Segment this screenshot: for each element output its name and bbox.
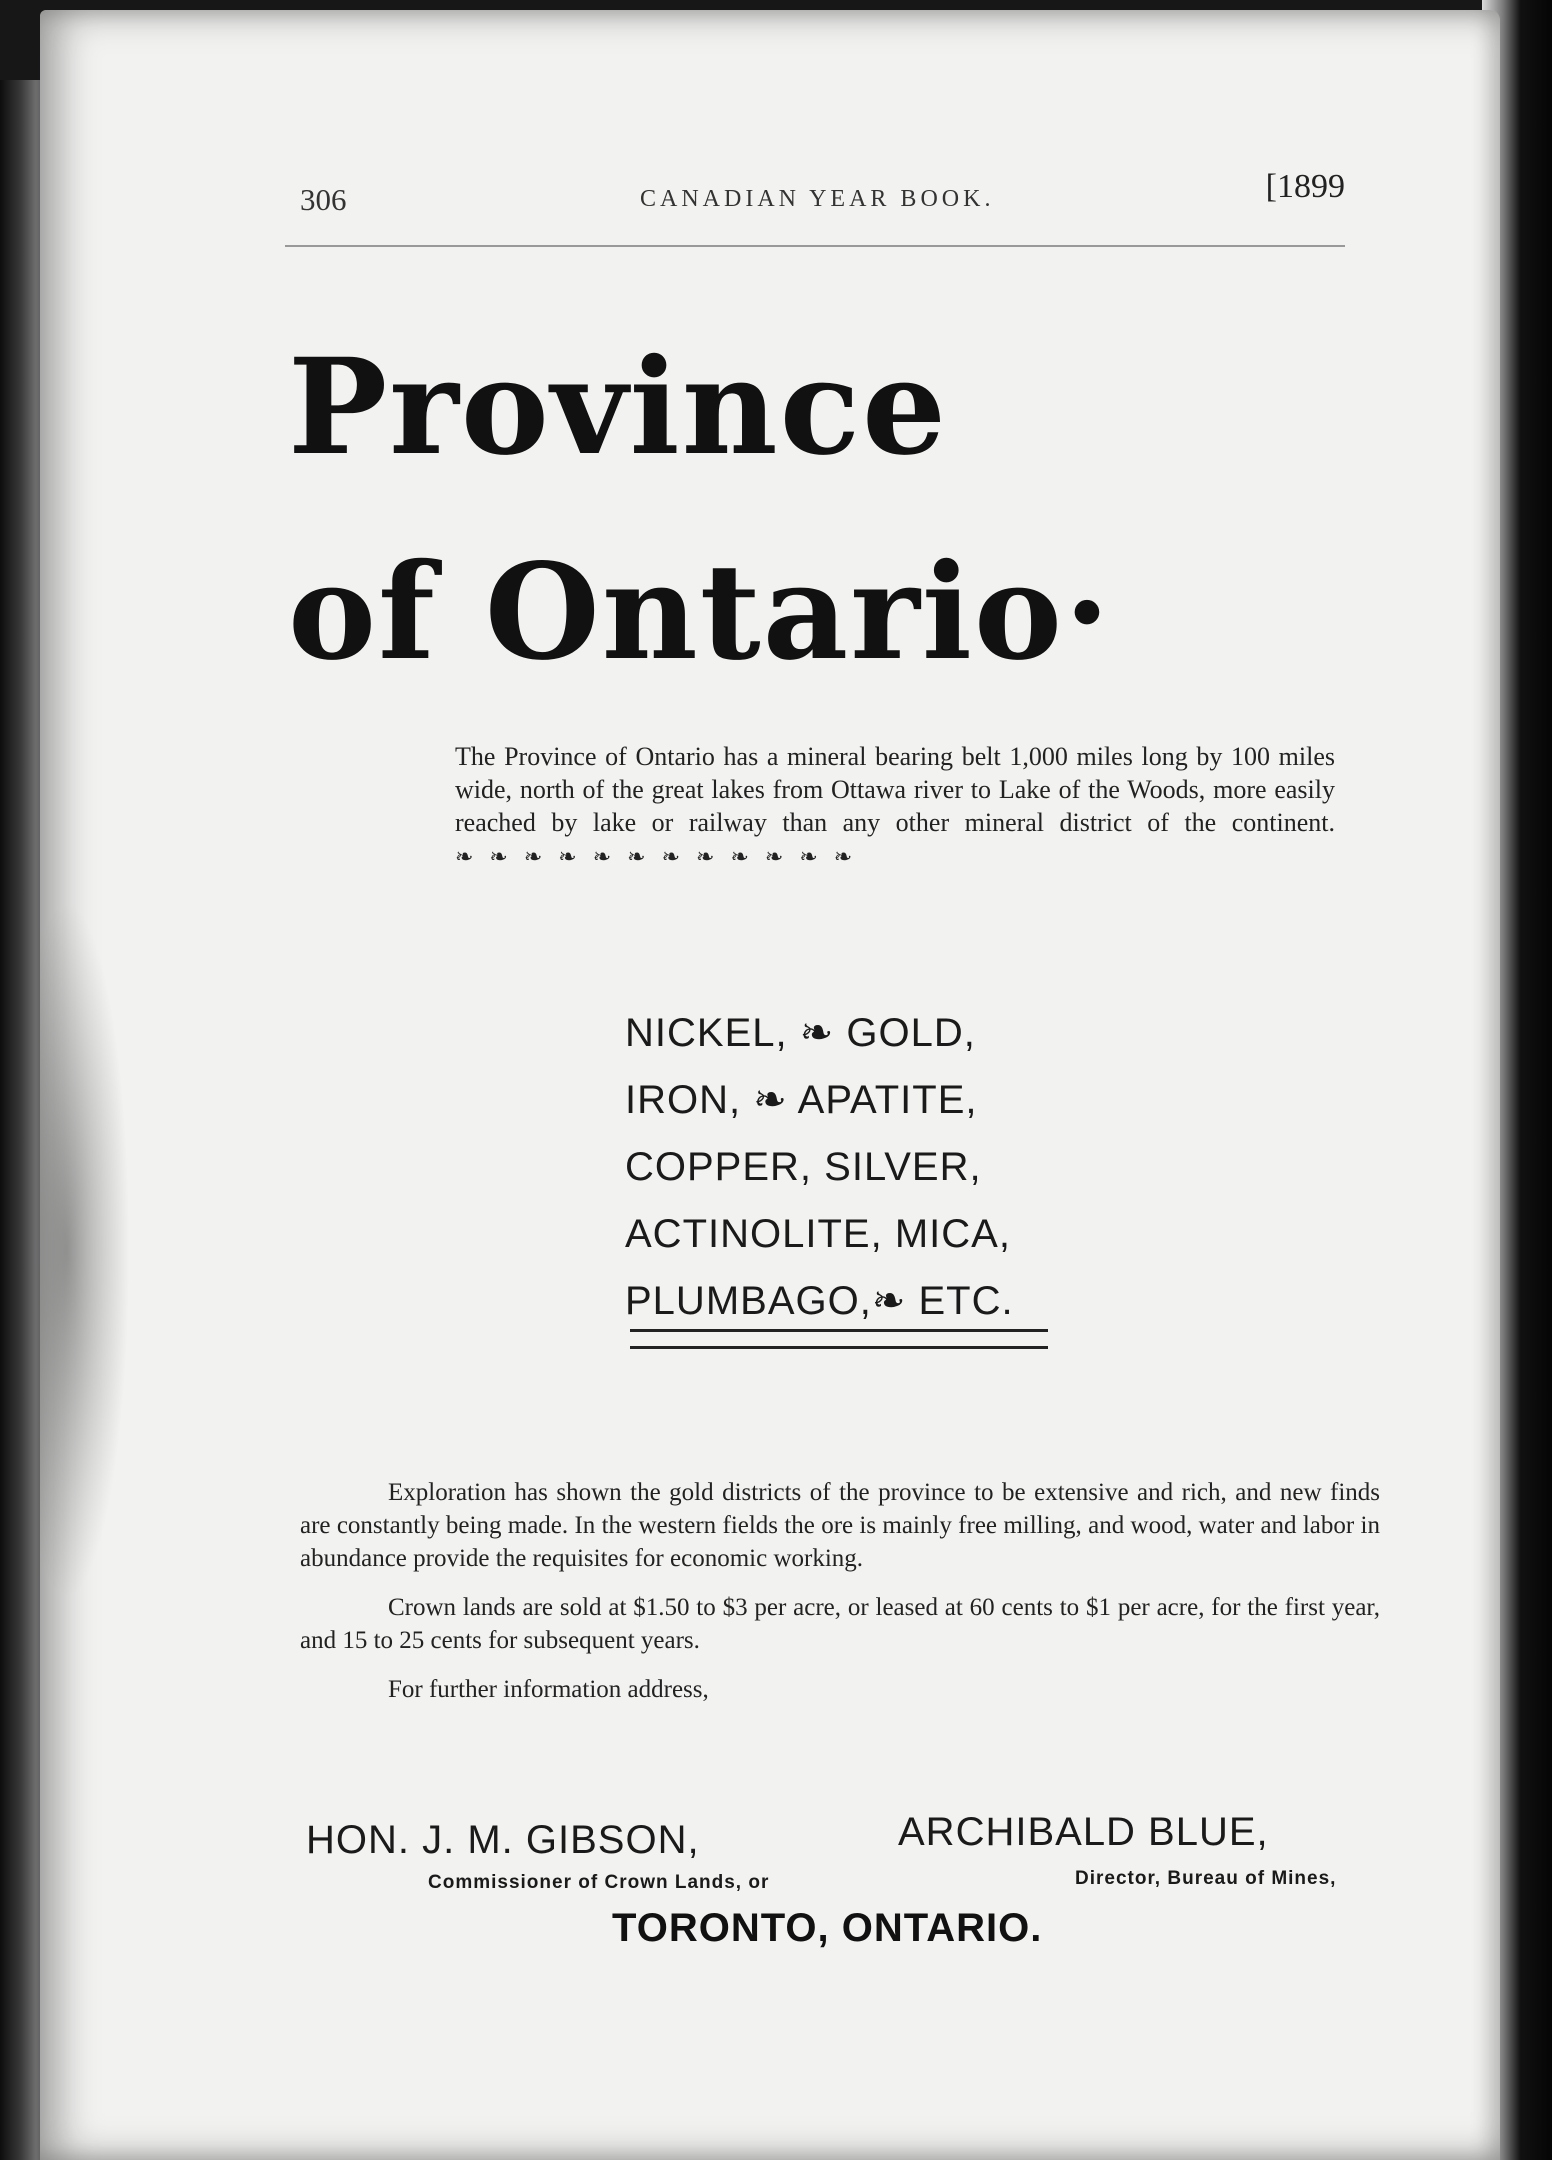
mineral-line: COPPER, SILVER, <box>625 1145 982 1189</box>
mineral-line: PLUMBAGO,❧ ETC. <box>625 1279 1014 1323</box>
intro-paragraph <box>455 740 1335 873</box>
intro-text: The Province of Ontario has a mineral bearing belt 1,000 miles long by 100 miles wide, north of the great lakes from Ottawa river to Lake of the Woods, more easily reached by lake or railway than any other mineral district of the continent. <box>455 742 1335 837</box>
body-paragraph-address: For further information address, <box>388 1676 709 1703</box>
mineral-list <box>625 1000 1095 1335</box>
ornament-row: ❧❧❧❧❧❧❧❧❧❧❧❧ <box>455 844 869 869</box>
running-title: CANADIAN YEAR BOOK. <box>640 186 995 212</box>
mineral-line: NICKEL, ❧ GOLD, <box>625 1011 976 1055</box>
header-rule <box>285 245 1345 247</box>
headline-line-2: of Ontario· <box>288 535 1112 690</box>
mineral-line: IRON, ❧ APATITE, <box>625 1078 978 1122</box>
contact-title-gibson: Commissioner of Crown Lands, or <box>428 1872 770 1893</box>
body-paragraph-exploration: Exploration has shown the gold districts of the province to be extensive and rich, and new finds are constantly being made. In the western fields the ore is mainly free milling, and wood, water and labor in abundance provide the requisites for economic working. <box>300 1479 1380 1572</box>
header-year: [1899 <box>1265 168 1345 205</box>
body-paragraph-crown-lands: Crown lands are sold at $1.50 to $3 per acre, or leased at 60 cents to $1 per acre, for the first year, and 15 to 25 cents for subsequent years. <box>300 1594 1380 1654</box>
double-rule-divider <box>630 1329 1048 1349</box>
contact-name-gibson: HON. J. M. GIBSON, <box>306 1818 700 1862</box>
page-number: 306 <box>300 182 347 217</box>
mineral-line: ACTINOLITE, MICA, <box>625 1212 1011 1256</box>
contact-title-blue: Director, Bureau of Mines, <box>1075 1868 1337 1889</box>
city-line: TORONTO, ONTARIO. <box>612 1906 1043 1950</box>
running-header <box>300 168 1345 218</box>
body-text <box>300 1476 1380 1722</box>
contact-name-blue: ARCHIBALD BLUE, <box>898 1810 1269 1854</box>
page-stain <box>40 900 130 1600</box>
headline-line-1: Province <box>288 330 949 485</box>
